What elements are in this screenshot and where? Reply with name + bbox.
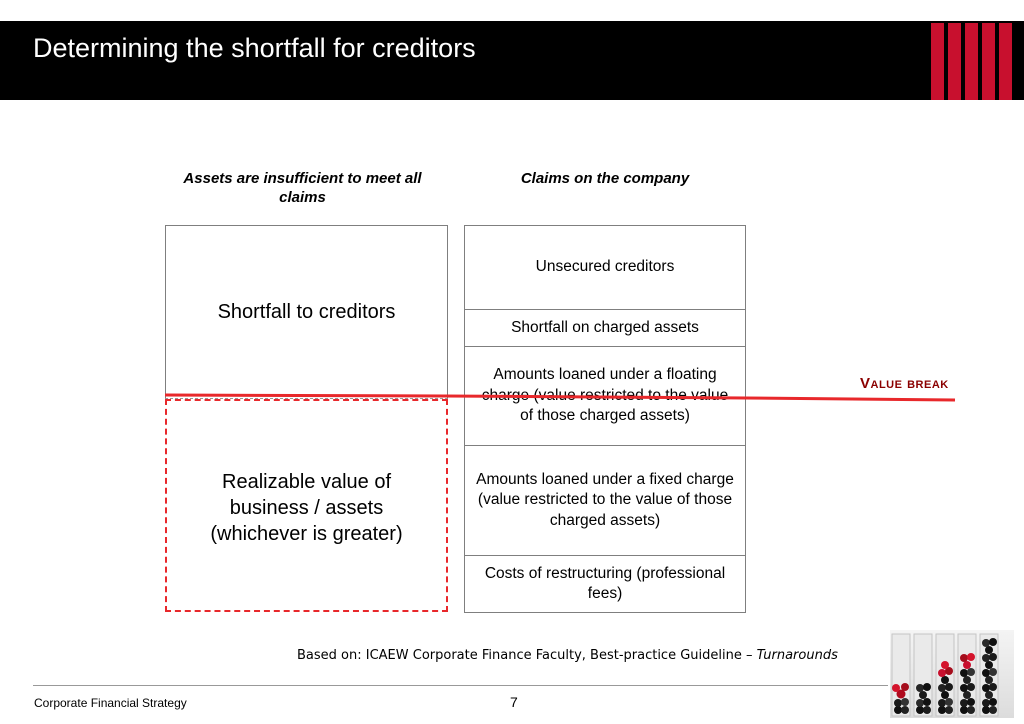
floating-charge-label: Amounts loaned under a floating charge (value restricted to the value of those charged assets)	[481, 366, 729, 425]
shortfall-to-creditors-label: Shortfall to creditors	[217, 301, 396, 323]
value-break-label: Value break	[860, 375, 949, 392]
source-title: Turnarounds	[756, 648, 838, 663]
footer-divider	[33, 685, 888, 686]
fixed-charge-box	[464, 445, 746, 556]
shortfall-to-creditors-box	[165, 225, 448, 399]
brand-stripe	[948, 23, 961, 100]
floating-charge-box	[464, 346, 746, 446]
brand-stripe	[999, 23, 1012, 100]
slide-title: Determining the shortfall for creditors	[33, 33, 476, 63]
shortfall-charged-assets-box	[464, 309, 746, 347]
glass-tubes-illustration	[890, 630, 1014, 718]
unsecured-creditors-label: Unsecured creditors	[535, 258, 675, 276]
source-prefix: Based on: ICAEW Corporate Finance Faculty, Best-practice Guideline –	[297, 648, 757, 663]
page-number: 7	[510, 694, 518, 710]
realizable-value-box	[165, 399, 448, 612]
unsecured-creditors-box	[464, 225, 746, 310]
restructuring-costs-box	[464, 555, 746, 613]
fixed-charge-label: Amounts loaned under a fixed charge (value restricted to the value of those charged assets)	[476, 470, 734, 529]
source-citation	[297, 648, 838, 663]
brand-stripe	[931, 23, 944, 100]
shortfall-charged-assets-label: Shortfall on charged assets	[511, 318, 699, 336]
title-bar	[0, 21, 1024, 100]
left-column-heading: Assets are insufficient to meet all claims	[183, 170, 422, 206]
brand-stripe	[965, 23, 978, 100]
stacked-glass-tubes-image	[890, 630, 1014, 718]
realizable-value-label: Realizable value of business / assets (whichever is greater)	[210, 471, 403, 545]
brand-stripe	[982, 23, 995, 100]
footer-course-name: Corporate Financial Strategy	[34, 696, 187, 710]
right-column-heading: Claims on the company	[520, 170, 690, 187]
restructuring-costs-label: Costs of restructuring (professional fees)	[484, 564, 726, 602]
